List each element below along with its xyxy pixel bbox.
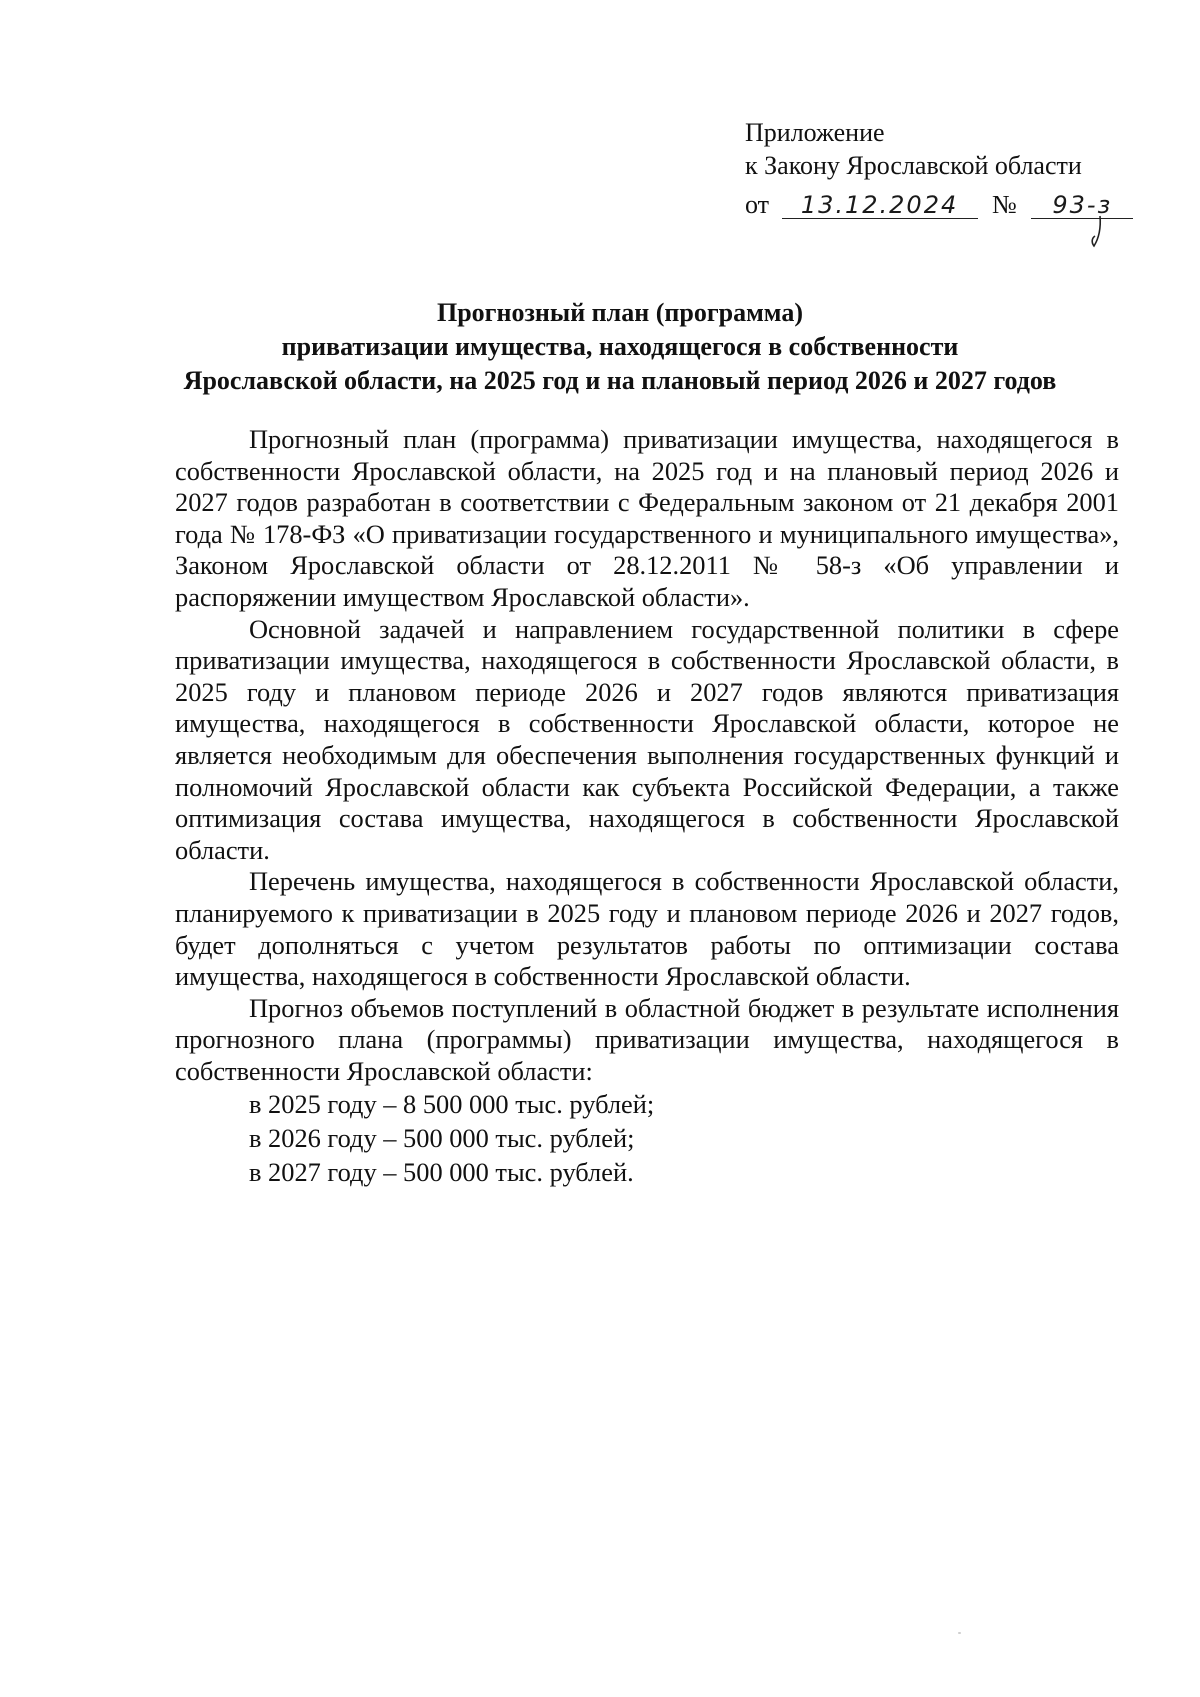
document-body [175,424,1119,1189]
paragraph-main-objective: Основной задачей и направлением государственной политики в сфере приватизации имущества, находящегося в собственности Ярославской области, в 2025 году и плановом периоде 2026 и 2027 годов являются приватизация имущества, находящегося в собственности Ярославской области, которое не является необходимым для обеспечения выполнения государственных функций и полномочий Ярославской области как субъекта Российской Федерации, а также оптимизация состава имущества, находящегося в собственности Ярославской области. [175,613,1119,865]
appendix-date-row [745,188,1133,221]
handwritten-number [1031,192,1133,219]
handwritten-number-text: 93-з [1052,191,1113,219]
scan-artifact [958,1632,961,1634]
revenue-forecast-list [175,1087,1119,1189]
forecast-item-2025: в 2025 году – 8 500 000 тыс. рублей; [249,1089,655,1120]
handwriting-stroke [1089,214,1103,248]
title-line-3: Ярославской области, на 2025 год и на плановый период 2026 и 2027 годов [183,366,1057,395]
forecast-item-2026: в 2026 году – 500 000 тыс. рублей; [249,1123,635,1154]
paragraph-property-list: Перечень имущества, находящегося в собственности Ярославской области, планируемого к приватизации в 2025 году и плановом периоде 2026 и 2027 годов, будет дополняться с учетом результатов работы по оптимизации состава имущества, находящегося в собственности Ярославской области. [175,866,1119,992]
title-line-1: Прогнозный план (программа) [437,298,803,327]
title-line-2: приватизации имущества, находящегося в собственности [281,332,959,361]
document-title [120,296,1120,398]
date-prefix: от [745,190,770,219]
appendix-header [745,116,1133,221]
appendix-label: Приложение [745,118,885,147]
number-sign: № [992,190,1017,219]
handwritten-date: 13.12.2024 [782,192,978,219]
paragraph-legal-basis: Прогнозный план (программа) приватизации имущества, находящегося в собственности Ярославской области, на 2025 год и на плановый период 2026 и 2027 годов разработан в соответствии с Федеральным законом от 21 декабря 2001 года № 178-ФЗ «О приватизации государственного и муниципального имущества», Законом Ярославской области от 28.12.2011 № 58-з «Об управлении и распоряжении имуществом Ярославской области». [175,424,1119,612]
appendix-law-reference: к Закону Ярославской области [745,151,1082,180]
paragraph-revenue-forecast: Прогноз объемов поступлений в областной бюджет в результате исполнения прогнозного плана (программы) приватизации имущества, находящегося в собственности Ярославской области: [175,992,1119,1086]
forecast-item-2027: в 2027 году – 500 000 тыс. рублей. [249,1157,634,1188]
